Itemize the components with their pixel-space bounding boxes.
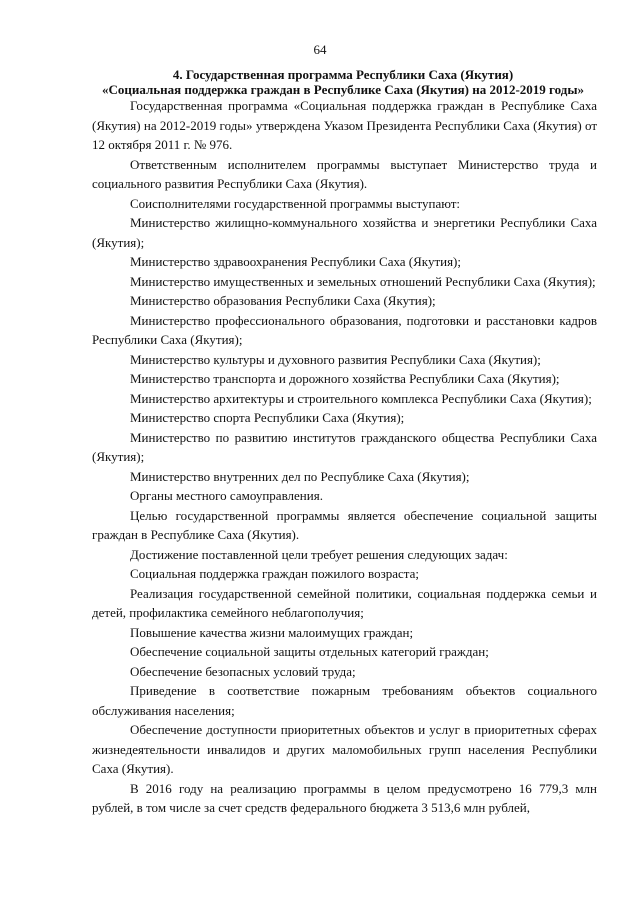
- paragraph: В 2016 году на реализацию программы в целом предусмотрено 16 779,3 млн рублей, в том числе за счет средств федерального бюджета 3 513,6 млн рублей,: [92, 780, 597, 815]
- paragraph: Повышение качества жизни малоимущих граждан;: [130, 624, 414, 640]
- paragraph: Органы местного самоуправления.: [130, 488, 323, 503]
- paragraph: Министерство внутренних дел по Республике Саха (Якутия);: [130, 468, 470, 484]
- paragraph: Социальная поддержка граждан пожилого возраста;: [130, 566, 419, 581]
- paragraph: Целью государственной программы является обеспечение социальной защиты граждан в Республике Саха (Якутия).: [92, 507, 597, 542]
- paragraph: Министерство по развитию институтов гражданского общества Республики Саха (Якутия);: [92, 429, 597, 464]
- heading-line-2: «Социальная поддержка граждан в Республике Саха (Якутия) на 2012-2019 годы»: [102, 82, 584, 97]
- body-text: [92, 96, 597, 818]
- paragraph: Государственная программа «Социальная поддержка граждан в Республике Саха (Якутия) на 2012-2019 годы» утверждена Указом Президента Республики Саха (Якутия) от 12 октября 2011 г. № 976.: [92, 98, 597, 152]
- paragraph: Министерство здравоохранения Республики Саха (Якутия);: [130, 254, 461, 269]
- paragraph: Министерство транспорта и дорожного хозяйства Республики Саха (Якутия);: [130, 371, 560, 386]
- heading-line-1: 4. Государственная программа Республики Саха (Якутия): [172, 67, 514, 82]
- paragraph: Приведение в соответствие пожарным требованиям объектов социального обслуживания населения;: [92, 683, 597, 718]
- paragraph: Реализация государственной семейной политики, социальная поддержка семьи и детей, профилактика семейного неблагополучия;: [92, 585, 597, 620]
- paragraph: Министерство жилищно-коммунального хозяйства и энергетики Республики Саха (Якутия);: [92, 215, 597, 250]
- paragraph: Обеспечение безопасных условий труда;: [130, 663, 356, 679]
- paragraph: Обеспечение социальной защиты отдельных категорий граждан;: [130, 644, 489, 659]
- paragraph: Обеспечение доступности приоритетных объектов и услуг в приоритетных сферах жизнедеятельности инвалидов и других маломобильных групп населения Республики Саха (Якутия).: [92, 722, 597, 776]
- section-heading: [90, 67, 596, 97]
- paragraph: Министерство спорта Республики Саха (Якутия);: [130, 410, 405, 425]
- paragraph: Министерство имущественных и земельных отношений Республики Саха (Якутия);: [130, 273, 596, 289]
- paragraph: Министерство профессионального образования, подготовки и расстановки кадров Республики Саха (Якутия);: [92, 312, 597, 347]
- paragraph: Министерство архитектуры и строительного комплекса Республики Саха (Якутия);: [130, 390, 592, 406]
- paragraph: Достижение поставленной цели требует решения следующих задач:: [130, 546, 508, 562]
- paragraph: Соисполнителями государственной программы выступают:: [130, 195, 461, 211]
- paragraph: Ответственным исполнителем программы выступает Министерство труда и социального развития Республики Саха (Якутия).: [92, 156, 597, 191]
- paragraph: Министерство культуры и духовного развития Республики Саха (Якутия);: [130, 351, 541, 367]
- paragraph: Министерство образования Республики Саха (Якутия);: [130, 293, 436, 308]
- page-number: 64: [313, 42, 327, 57]
